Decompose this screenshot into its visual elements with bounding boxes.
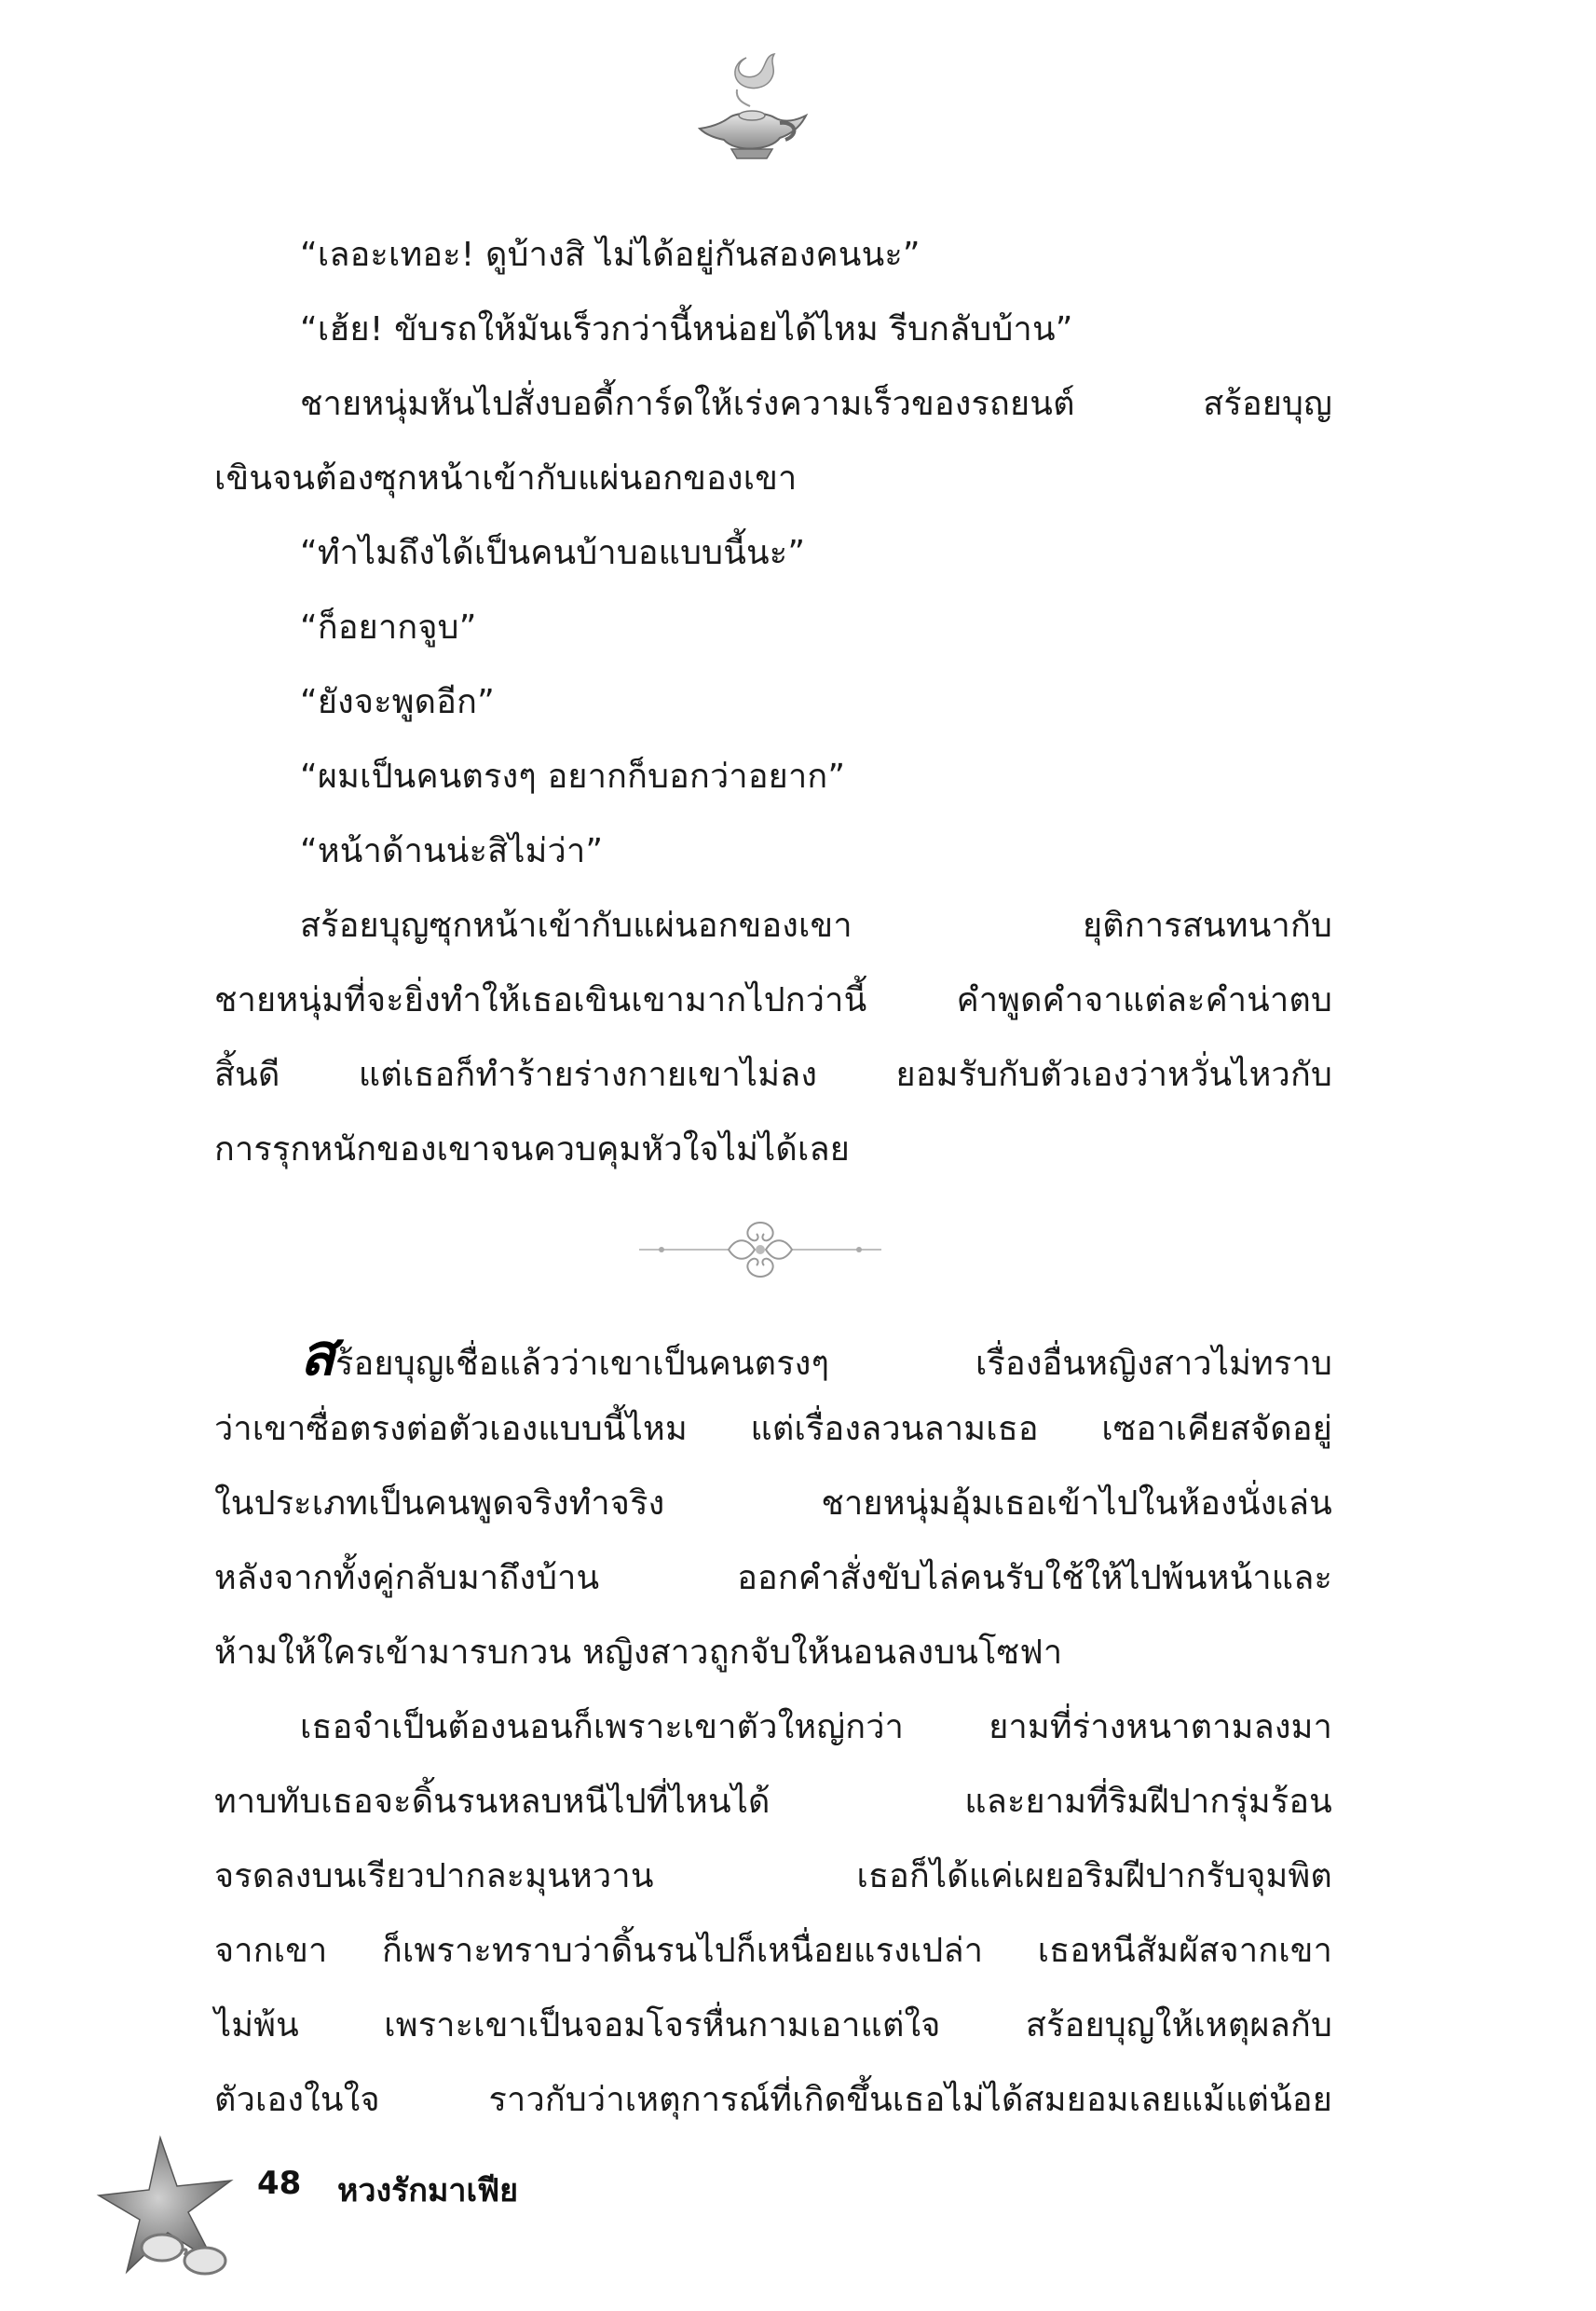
paragraph-line: ชายหนุ่มหันไปสั่งบอดี้การ์ดให้เร่งความเร็วของรถยนต์ สร้อยบุญ xyxy=(300,385,1332,423)
paragraph-line: “ทำไมถึงได้เป็นคนบ้าบอแบบนี้นะ” xyxy=(300,534,806,572)
paragraph-line: เธอจำเป็นต้องนอนก็เพราะเขาตัวใหญ่กว่า ยามที่ร่างหนาตามลงมา xyxy=(300,1708,1332,1746)
paragraph-line: ว่าเขาซื่อตรงต่อตัวเองแบบนี้ไหม แต่เรื่องลวนลามเธอ เซอาเคียสจัดอยู่ xyxy=(214,1410,1332,1448)
paragraph-line: “ผมเป็นคนตรงๆ อยากก็บอกว่าอยาก” xyxy=(300,758,846,796)
page-number: 48 xyxy=(257,2165,302,2202)
paragraph-line: เขินจนต้องซุกหน้าเข้ากับแผ่นอกของเขา xyxy=(214,459,798,498)
paragraph-line: “ก็อยากจูบ” xyxy=(300,609,477,647)
paragraph-line-dropcap xyxy=(300,1320,1332,1388)
paragraph-line: ชายหนุ่มที่จะยิ่งทำให้เธอเขินเขามากไปกว่านี้ คำพูดคำจาแต่ละคำน่าตบ xyxy=(214,981,1332,1019)
paragraph-line: “เลอะเทอะ! ดูบ้างสิ ไม่ได้อยู่กันสองคนนะ” xyxy=(300,236,921,274)
paragraph-line: ไม่พ้น เพราะเขาเป็นจอมโจรหื่นกามเอาแต่ใจ สร้อยบุญให้เหตุผลกับ xyxy=(214,2006,1332,2044)
drop-cap: ส xyxy=(300,1320,336,1388)
paragraph-line: ทาบทับเธอจะดิ้นรนหลบหนีไปที่ไหนได้ และยามที่ริมฝีปากรุ่มร้อน xyxy=(214,1783,1332,1821)
paragraph-line: “เฮ้ย! ขับรถให้มันเร็วกว่านี้หน่อยได้ไหม รีบกลับบ้าน” xyxy=(300,310,1073,349)
paragraph-line: สิ้นดี แต่เธอก็ทำร้ายร่างกายเขาไม่ลง ยอมรับกับตัวเองว่าหวั่นไหวกับ xyxy=(214,1056,1332,1094)
paragraph-line: สร้อยบุญซุกหน้าเข้ากับแผ่นอกของเขา ยุติการสนทนากับ xyxy=(300,907,1332,945)
paragraph-line: “ยังจะพูดอีก” xyxy=(300,683,495,721)
paragraph-line: ตัวเองในใจ ราวกับว่าเหตุการณ์ที่เกิดขึ้นเธอไม่ได้สมยอมเลยแม้แต่น้อย xyxy=(214,2081,1332,2119)
starfish-sunglasses-icon xyxy=(95,2134,253,2292)
paragraph-line: ห้ามให้ใครเข้ามารบกวน หญิงสาวถูกจับให้นอนลงบนโซฟา xyxy=(214,1634,1063,1672)
book-title: หวงรักมาเฟีย xyxy=(337,2172,519,2209)
paragraph-line: จรดลงบนเรียวปากละมุนหวาน เธอก็ได้แค่เผยอริมฝีปากรับจุมพิต xyxy=(214,1857,1332,1895)
paragraph-line: หลังจากทั้งคู่กลับมาถึงบ้าน ออกคำสั่งขับไล่คนรับใช้ให้ไปพ้นหน้าและ xyxy=(214,1559,1332,1597)
paragraph-text: ร้อยบุญเชื่อแล้วว่าเขาเป็นคนตรงๆ เรื่องอื่นหญิงสาวไม่ทราบ xyxy=(335,1345,1332,1383)
ornament-divider-icon xyxy=(639,1210,881,1290)
paragraph-line: “หน้าด้านน่ะสิไม่ว่า” xyxy=(300,832,604,870)
paragraph-line: จากเขา ก็เพราะทราบว่าดิ้นรนไปก็เหนื่อยแรงเปล่า เธอหนีสัมผัสจากเขา xyxy=(214,1932,1332,1970)
genie-lamp-icon xyxy=(681,48,821,170)
paragraph-line: ในประเภทเป็นคนพูดจริงทำจริง ชายหนุ่มอุ้มเธอเข้าไปในห้องนั่งเล่น xyxy=(214,1484,1332,1523)
paragraph-line: การรุกหนักของเขาจนควบคุมหัวใจไม่ได้เลย xyxy=(214,1130,851,1169)
